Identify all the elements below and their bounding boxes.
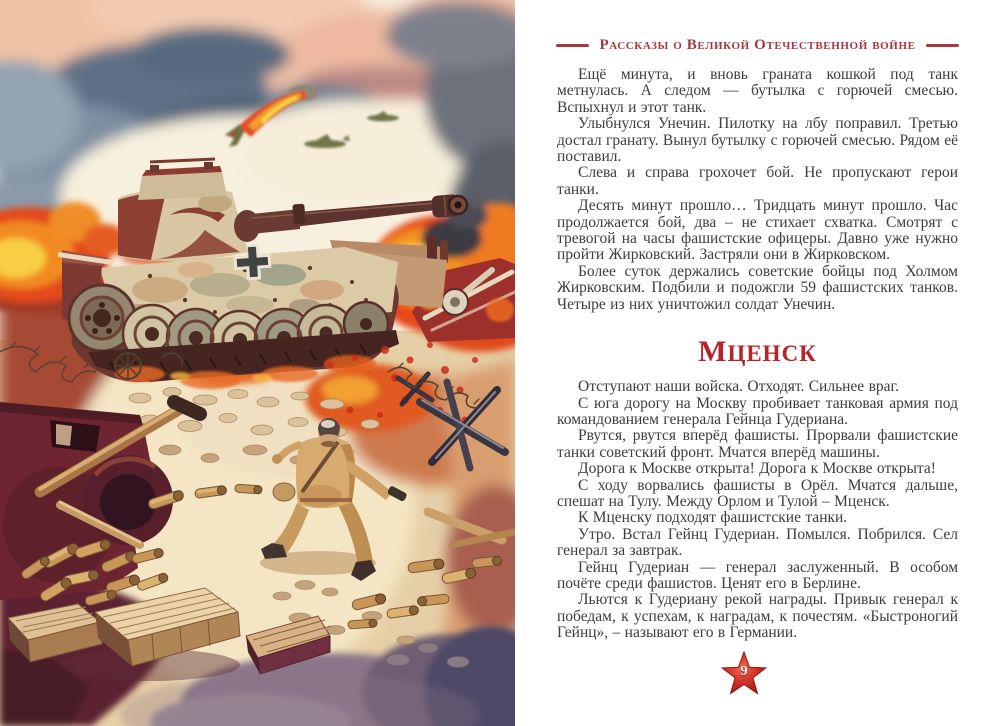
paragraph: Дорога к Москве открыта! Дорога к Москве открыта! — [578, 460, 936, 478]
page-number: 9 — [740, 663, 748, 679]
paragraph: Рвутся, рвутся вперёд фашисты. Прорвали фашистские танки советский фронт. Мчатся вперёд машины. — [557, 427, 958, 461]
paragraph: Ещё минута, и вновь граната кошкой под танк метнулась. А следом — бутылка с горючей смесью. Вспыхнул и этот танк. — [557, 66, 958, 116]
section-title: МЦЕНСК — [698, 335, 817, 369]
paragraph: Улыбнулся Унечин. Пилотку на лбу поправил. Третью достал гранату. Вынул бутылку с горючей смесью. Рядом её поставил. — [557, 115, 958, 166]
paragraph: Десять минут прошло… Тридцать минут прошло. Час продолжается бой, два – не стихает схватка. Смотрят с тревогой на часы фашистские офицеры. Давно уже нужно пройти Жирковский. Застряли они в Жирковском. — [557, 197, 958, 264]
paragraph: С ходу ворвались фашисты в Орёл. Мчатся дальше, спешат на Тулу. Между Орлом и Тулой – Мценск. — [557, 476, 958, 510]
paragraph: Отступают наши войска. Отходят. Сильнее враг. — [578, 378, 899, 396]
header-rule-right — [926, 44, 959, 47]
paragraph: Гейнц Гудериан — генерал заслуженный. В особом почёте среди фашистов. Ценят его в Берлине. — [557, 558, 958, 592]
text-page — [557, 0, 958, 726]
paragraph: Утро. Встал Гейнц Гудериан. Помылся. Побрился. Сел генерал за завтрак. — [557, 525, 958, 560]
paragraph: Льются к Гудериану рекой награды. Привык генерал к победам, к успехам, к наградам, к почестям. «Быстроногий Гейнц», – называют его в Германии. — [557, 591, 958, 642]
running-header — [557, 37, 958, 54]
paragraph: Более суток держались советские бойцы под Холмом Жирковским. Подбили и подожгли 59 фашистских танков. Четыре из них уничтожил солдат Унечин. — [557, 262, 958, 313]
running-header-title: Рассказы о Великой Отечественной войне — [599, 37, 916, 53]
paragraph: К Мценску подходят фашистские танки. — [578, 509, 848, 527]
page-number-star — [721, 651, 767, 697]
header-rule-left — [556, 44, 589, 47]
story-text — [557, 67, 958, 642]
paragraph: С юга дорогу на Москву пробивает танковая армия под командованием генерала Гейнца Гудериана. — [557, 394, 958, 428]
paragraph: Слева и справа грохочет бой. Не пропускают герои танки. — [557, 164, 958, 198]
